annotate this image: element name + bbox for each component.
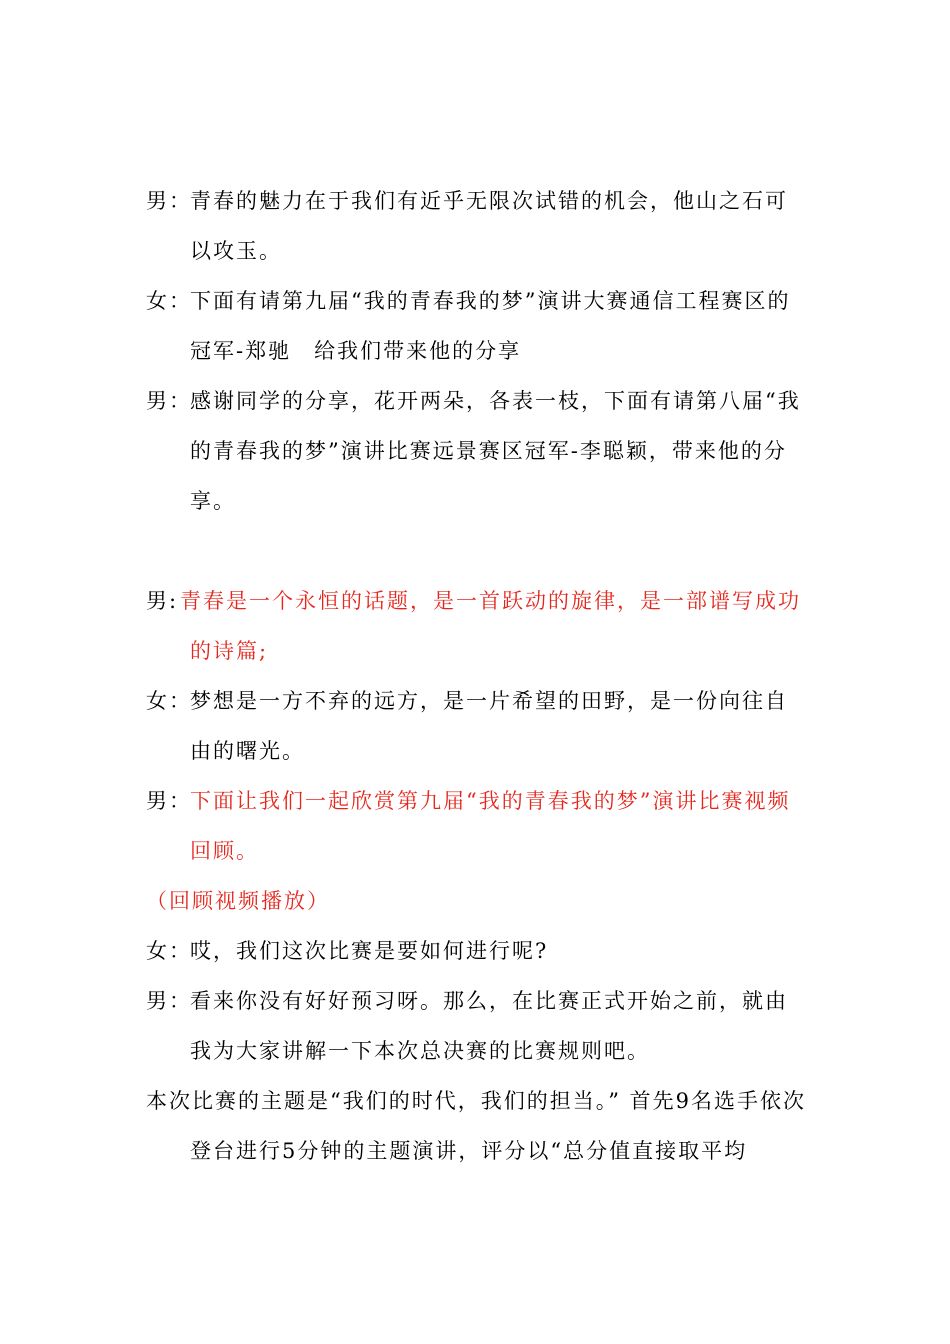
dialogue-paragraph-3 <box>146 376 806 526</box>
dialogue-text: 哎，我们这次比赛是要如何进行呢? <box>190 939 549 963</box>
dialogue-paragraph-2 <box>146 276 806 376</box>
speaker-label: 男： <box>146 389 192 413</box>
rules-paragraph <box>146 1076 806 1176</box>
dialogue-paragraph-4 <box>146 576 806 676</box>
speaker-label: 女： <box>146 939 192 963</box>
dialogue-paragraph-6 <box>146 776 806 876</box>
dialogue-text-highlighted: 下面让我们一起欣赏第九届“我的青春我的梦”演讲比赛视频回顾。 <box>190 789 791 863</box>
script-body <box>146 176 806 1176</box>
dialogue-text: 下面有请第九届“我的青春我的梦”演讲大赛通信工程赛区的冠军-郑驰 给我们带来他的分享 <box>190 289 791 363</box>
dialogue-text-highlighted: 青春是一个永恒的话题，是一首跃动的旋律，是一部谱写成功的诗篇; <box>180 589 801 663</box>
dialogue-text: 看来你没有好好预习呀。那么，在比赛正式开始之前，就由我为大家讲解一下本次总决赛的比赛规则吧。 <box>190 989 788 1063</box>
speaker-label: 男: <box>146 589 179 613</box>
speaker-label: 男： <box>146 789 192 813</box>
dialogue-paragraph-8 <box>146 926 806 976</box>
rules-text: 本次比赛的主题是“我们的时代，我们的担当。” 首先9名选手依次登台进行5分钟的主题演讲，评分以“总分值直接取平均 <box>146 1089 807 1163</box>
speaker-label: 女： <box>146 289 192 313</box>
dialogue-text: 梦想是一方不弃的远方，是一片希望的田野，是一份向往自由的曙光。 <box>190 689 788 763</box>
speaker-label: 男： <box>146 189 192 213</box>
dialogue-paragraph-1 <box>146 176 806 276</box>
dialogue-text: 青春的魅力在于我们有近乎无限次试错的机会，他山之石可以攻玉。 <box>190 189 788 263</box>
stage-direction: （回顾视频播放） <box>146 889 330 913</box>
dialogue-text: 感谢同学的分享，花开两朵，各表一枝，下面有请第八届“我的青春我的梦”演讲比赛远景赛区冠军-李聪颖，带来他的分享。 <box>190 389 801 513</box>
dialogue-paragraph-5 <box>146 676 806 776</box>
dialogue-paragraph-9 <box>146 976 806 1076</box>
blank-line <box>146 526 806 576</box>
speaker-label: 男： <box>146 989 192 1013</box>
speaker-label: 女： <box>146 689 192 713</box>
